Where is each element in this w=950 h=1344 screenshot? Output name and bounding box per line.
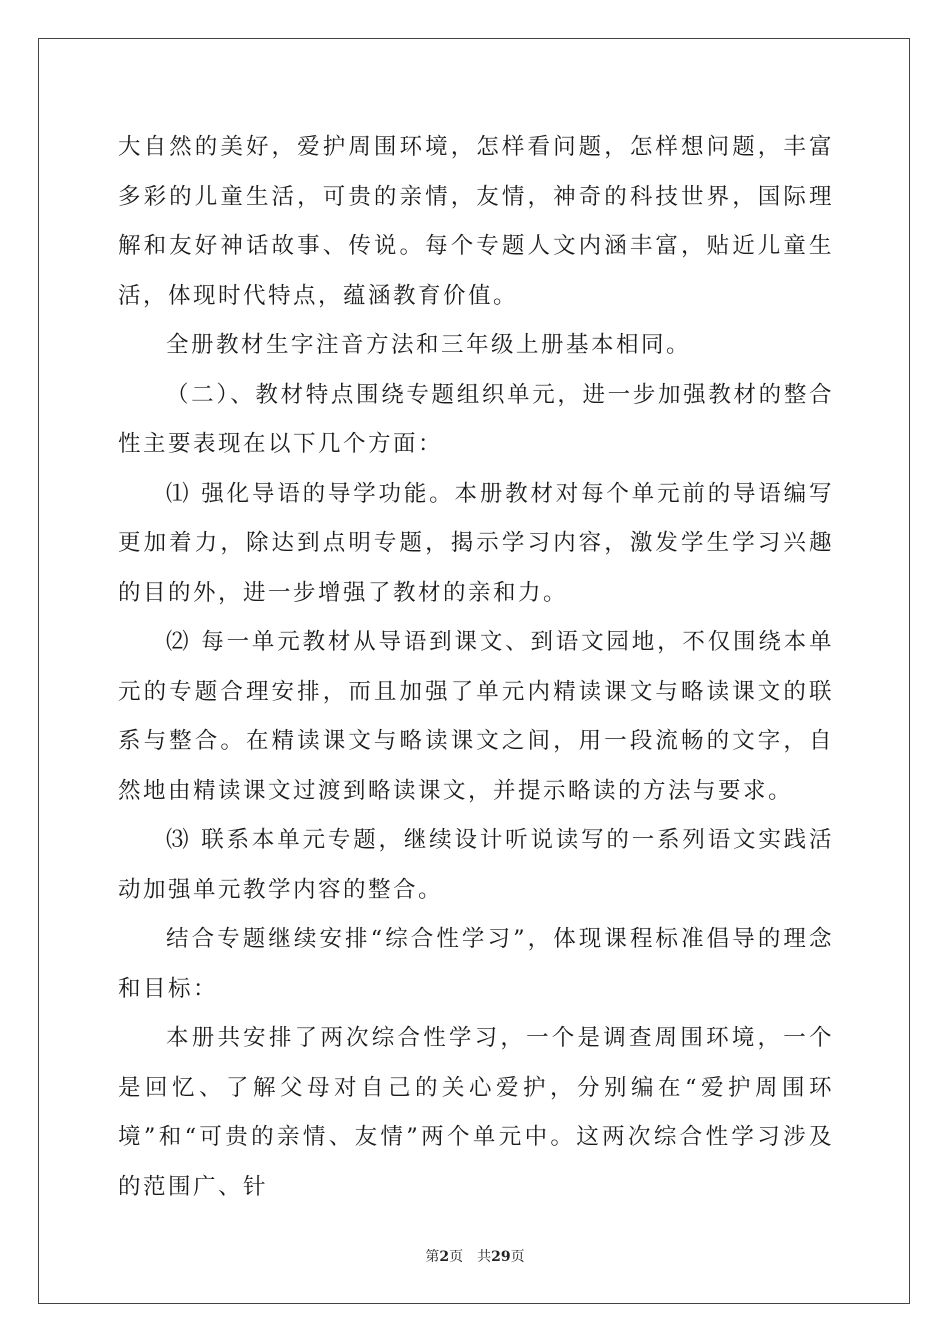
paragraph-2: 全册教材生字注音方法和三年级上册基本相同。 xyxy=(166,332,692,358)
paragraph-4: ⑴ 强化导语的导学功能。本册教材对每个单元前的导语编写更加着力，除达到点明专题，揭示学习内容，激发学生学习兴趣的目的外，进一步增强了教材的亲和力。 xyxy=(118,480,834,606)
paragraph-3: （二）、教材特点围绕专题组织单元，进一步加强教材的整合性主要表现在以下几个方面： xyxy=(118,381,834,457)
page-footer xyxy=(0,1246,950,1266)
document-body xyxy=(118,123,834,1212)
paragraph-1: 大自然的美好，爱护周围环境，怎样看问题，怎样想问题，丰富多彩的儿童生活，可贵的亲情，友情，神奇的科技世界，国际理解和友好神话故事、传说。每个专题人文内涵丰富，贴近儿童生活，体现时代特点，蕴涵教育价值。 xyxy=(118,134,834,309)
total-prefix: 共 xyxy=(477,1249,492,1265)
page-total: 29 xyxy=(491,1249,511,1265)
paragraph-7: 结合专题继续安排“综合性学习”，体现课程标准倡导的理念和目标： xyxy=(118,926,834,1002)
page-suffix: 页 xyxy=(449,1249,464,1265)
page-number: 2 xyxy=(439,1249,450,1265)
total-suffix: 页 xyxy=(510,1249,525,1265)
paragraph-5: ⑵ 每一单元教材从导语到课文、到语文园地，不仅围绕本单元的专题合理安排，而且加强了单元内精读课文与略读课文的联系与整合。在精读课文与略读课文之间，用一段流畅的文字，自然地由精读课文过渡到略读课文，并提示略读的方法与要求。 xyxy=(118,629,834,804)
page-prefix: 第 xyxy=(425,1249,440,1265)
paragraph-6: ⑶ 联系本单元专题，继续设计听说读写的一系列语文实践活动加强单元教学内容的整合。 xyxy=(118,827,834,903)
paragraph-8: 本册共安排了两次综合性学习，一个是调查周围环境，一个是回忆、了解父母对自己的关心爱护，分别编在“爱护周围环境”和“可贵的亲情、友情”两个单元中。这两次综合性学习涉及的范围广、针 xyxy=(118,1025,834,1200)
